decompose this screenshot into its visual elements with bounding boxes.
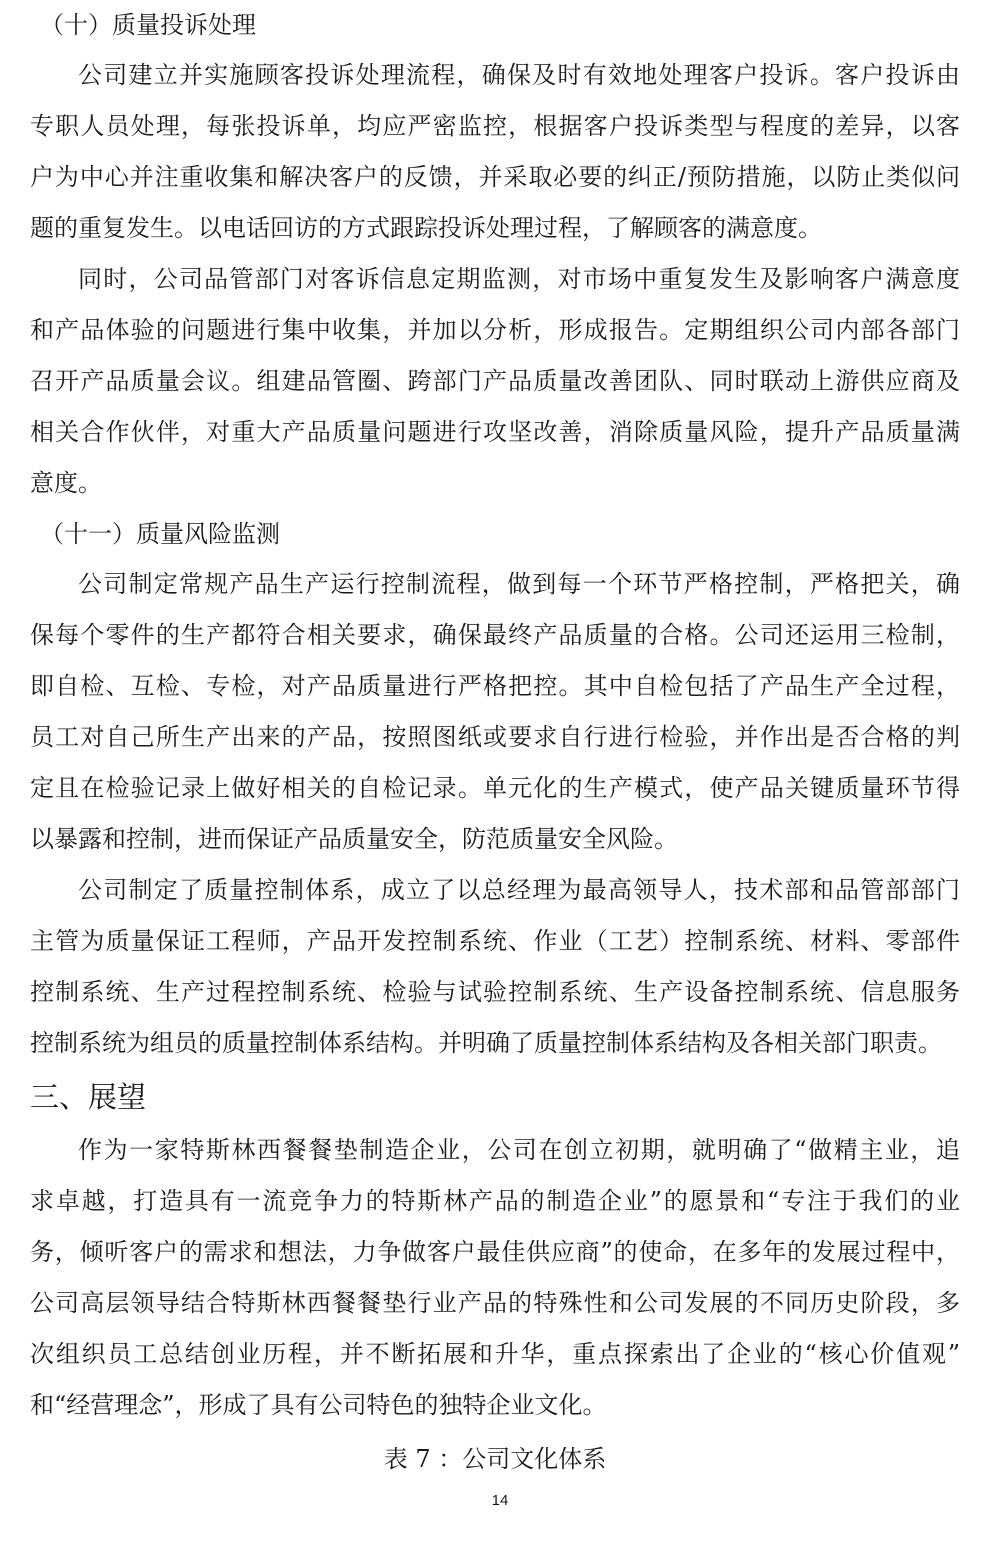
text-line: 和“经营理念”，形成了具有公司特色的独特企业文化。 <box>30 1391 607 1419</box>
text-line: 公司制定常规产品生产运行控制流程，做到每一个环节严格控制，严格把关，确 <box>78 570 960 598</box>
text-line: 以暴露和控制，进而保证产品质量安全，防范质量安全风险。 <box>30 825 678 853</box>
section-heading-quality-risk: （十一）质量风险监测 <box>40 520 280 548</box>
text-line: 即自检、互检、专检，对产品质量进行严格把控。其中自检包括了产品生产全过程， <box>30 672 960 700</box>
text-line: 务，倾听客户的需求和想法，力争做客户最佳供应商”的使命，在多年的发展过程中， <box>30 1238 960 1266</box>
text-line: 控制系统、生产过程控制系统、检验与试验控制系统、生产设备控制系统、信息服务 <box>30 978 960 1006</box>
text-line: 次组织员工总结创业历程，并不断拓展和升华，重点探索出了企业的“核心价值观” <box>30 1340 960 1368</box>
text-line: 员工对自己所生产出来的产品，按照图纸或要求自行进行检验，并作出是否合格的判 <box>30 723 960 751</box>
text-line: 作为一家特斯林西餐餐垫制造企业，公司在创立初期，就明确了“做精主业，追 <box>78 1136 960 1164</box>
text-line: 户为中心并注重收集和解决客户的反馈，并采取必要的纠正/预防措施，以防止类似问 <box>30 163 960 191</box>
text-line: 控制系统为组员的质量控制体系结构。并明确了质量控制体系结构及各相关部门职责。 <box>30 1029 942 1057</box>
section-heading-outlook: 三、展望 <box>30 1080 147 1114</box>
section-heading-quality-complaints: （十）质量投诉处理 <box>40 11 256 39</box>
text-line: 同时，公司品管部门对客诉信息定期监测，对市场中重复发生及影响客户满意度 <box>78 265 960 293</box>
text-line: 相关合作伙伴，对重大产品质量问题进行攻坚改善，消除质量风险，提升产品质量满 <box>30 418 960 446</box>
text-line: 召开产品质量会议。组建品管圈、跨部门产品质量改善团队、同时联动上游供应商及 <box>30 367 960 395</box>
text-line: 和产品体验的问题进行集中收集，并加以分析，形成报告。定期组织公司内部各部门 <box>30 316 960 344</box>
text-line: 求卓越，打造具有一流竞争力的特斯林产品的制造企业”的愿景和“专注于我们的业 <box>30 1187 960 1215</box>
text-line: 题的重复发生。以电话回访的方式跟踪投诉处理过程，了解顾客的满意度。 <box>30 214 822 242</box>
paragraph-vision <box>30 1125 960 1431</box>
paragraph-complaint-process <box>30 50 960 254</box>
text-line: 专职人员处理，每张投诉单，均应严密监控，根据客户投诉类型与程度的差异，以客 <box>30 112 960 140</box>
text-line: 保每个零件的生产都符合相关要求，确保最终产品质量的合格。公司还运用三检制， <box>30 621 960 649</box>
page-number: 14 <box>491 1492 509 1509</box>
text-line: 定且在检验记录上做好相关的自检记录。单元化的生产模式，使产品关键质量环节得 <box>30 774 960 802</box>
text-line: 公司建立并实施顾客投诉处理流程，确保及时有效地处理客户投诉。客户投诉由 <box>78 61 960 89</box>
text-line: 主管为质量保证工程师，产品开发控制系统、作业（工艺）控制系统、材料、零部件 <box>30 927 960 955</box>
table-caption: 表 7 ：公司文化体系 <box>383 1445 607 1473</box>
document-page <box>30 0 960 1487</box>
text-line: 意度。 <box>30 469 102 497</box>
text-line: 公司制定了质量控制体系，成立了以总经理为最高领导人，技术部和品管部部门 <box>78 876 960 904</box>
paragraph-quality-monitoring <box>30 254 960 509</box>
paragraph-production-control <box>30 559 960 865</box>
text-line: 公司高层领导结合特斯林西餐餐垫行业产品的特殊性和公司发展的不同历史阶段，多 <box>30 1289 960 1317</box>
paragraph-quality-system <box>30 865 960 1069</box>
